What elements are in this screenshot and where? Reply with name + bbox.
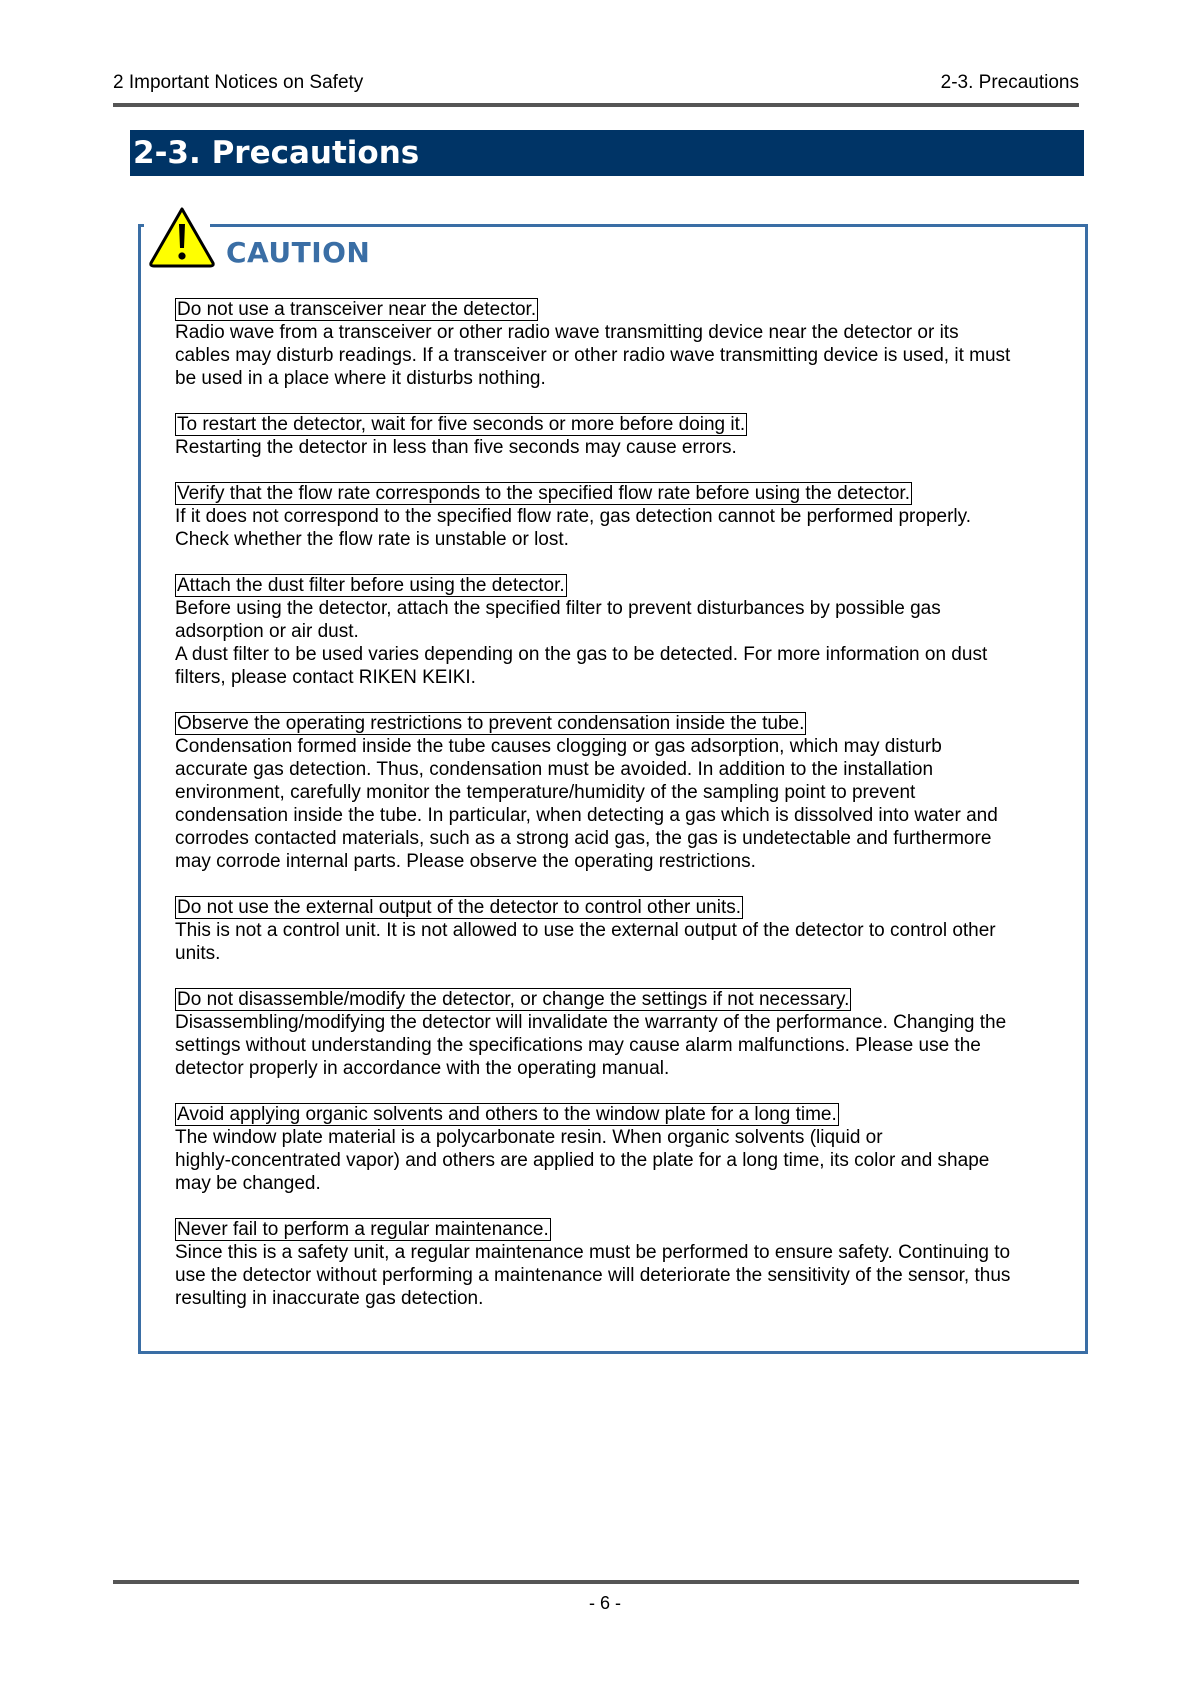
page-number: - 6 -: [588, 1593, 621, 1613]
precaution-text-line: The window plate material is a polycarbonate resin. When organic solvents (liquid or: [175, 1127, 883, 1148]
precaution-item: [175, 1103, 1065, 1195]
precaution-text-line: Radio wave from a transceiver or other radio wave transmitting device near the detector or its: [175, 322, 959, 343]
precaution-item: [175, 988, 1065, 1080]
running-header: [113, 72, 1079, 94]
precaution-text-line: settings without understanding the specifications may cause alarm malfunctions. Please use the: [175, 1035, 981, 1056]
warning-exclamation-dot: [178, 252, 185, 259]
precaution-item: [175, 298, 1065, 390]
precaution-item: [175, 413, 1065, 459]
precaution-heading: Do not disassemble/modify the detector, or change the settings if not necessary.: [177, 989, 850, 1010]
precaution-heading: Attach the dust filter before using the detector.: [177, 575, 565, 596]
precaution-item: [175, 1218, 1065, 1310]
precaution-item: [175, 574, 1065, 689]
precaution-heading: To restart the detector, wait for five seconds or more before doing it.: [177, 414, 746, 435]
precaution-heading: Do not use the external output of the detector to control other units.: [177, 897, 742, 918]
precaution-text-line: A dust filter to be used varies depending on the gas to be detected. For more information on dust: [175, 644, 988, 665]
precaution-item: [175, 896, 1065, 965]
precaution-text-line: filters, please contact RIKEN KEIKI.: [175, 667, 476, 688]
precaution-item: [175, 712, 1065, 873]
precaution-text-line: Check whether the flow rate is unstable or lost.: [175, 529, 569, 550]
header-section-title: 2-3. Precautions: [940, 72, 1079, 93]
precaution-text-line: may corrode internal parts. Please observe the operating restrictions.: [175, 851, 756, 872]
precaution-text-line: Restarting the detector in less than five seconds may cause errors.: [175, 437, 737, 458]
precaution-item: [175, 482, 1065, 551]
warning-triangle-icon: [148, 206, 216, 268]
precaution-text-line: highly-concentrated vapor) and others are applied to the plate for a long time, its color and shape: [175, 1150, 990, 1171]
precaution-text-line: use the detector without performing a maintenance will deteriorate the sensitivity of the sensor, thus: [175, 1265, 1011, 1286]
precaution-text-line: resulting in inaccurate gas detection.: [175, 1288, 484, 1309]
footer-rule: [113, 1580, 1079, 1584]
precaution-text-line: corrodes contacted materials, such as a strong acid gas, the gas is undetectable and furthermore: [175, 828, 992, 849]
precaution-text-line: Since this is a safety unit, a regular maintenance must be performed to ensure safety. Continuing to: [175, 1242, 1011, 1263]
precaution-text-line: accurate gas detection. Thus, condensation must be avoided. In addition to the installation: [175, 759, 934, 780]
caution-label: CAUTION: [226, 236, 371, 269]
precaution-heading: Observe the operating restrictions to prevent condensation inside the tube.: [177, 713, 805, 734]
precaution-text-line: Before using the detector, attach the specified filter to prevent disturbances by possible gas: [175, 598, 941, 619]
precaution-text-line: Disassembling/modifying the detector will invalidate the warranty of the performance. Changing the: [175, 1012, 1007, 1033]
header-chapter-title: 2 Important Notices on Safety: [113, 72, 364, 93]
precaution-text-line: environment, carefully monitor the temperature/humidity of the sampling point to prevent: [175, 782, 916, 803]
precaution-list: [175, 298, 1065, 1333]
precaution-text-line: condensation inside the tube. In particular, when detecting a gas which is dissolved into water and: [175, 805, 998, 826]
precaution-heading: Never fail to perform a regular maintenance.: [177, 1219, 549, 1240]
precaution-text-line: If it does not correspond to the specified flow rate, gas detection cannot be performed properly.: [175, 506, 971, 527]
precaution-text-line: cables may disturb readings. If a transceiver or other radio wave transmitting device is used, it must: [175, 345, 1011, 366]
precaution-heading: Verify that the flow rate corresponds to the specified flow rate before using the detector.: [177, 483, 910, 504]
precaution-text-line: units.: [175, 943, 221, 964]
precaution-heading: Avoid applying organic solvents and others to the window plate for a long time.: [177, 1104, 837, 1125]
precaution-text-line: detector properly in accordance with the operating manual.: [175, 1058, 670, 1079]
section-title: 2-3. Precautions: [130, 130, 1084, 176]
precaution-text-line: may be changed.: [175, 1173, 321, 1194]
precaution-text-line: This is not a control unit. It is not allowed to use the external output of the detector to control other: [175, 920, 996, 941]
precaution-text-line: be used in a place where it disturbs nothing.: [175, 368, 546, 389]
header-rule: [113, 103, 1079, 107]
precaution-heading: Do not use a transceiver near the detector.: [177, 299, 537, 320]
warning-exclamation-bar: [179, 224, 185, 248]
precaution-text-line: Condensation formed inside the tube causes clogging or gas adsorption, which may disturb: [175, 736, 942, 757]
precaution-text-line: adsorption or air dust.: [175, 621, 359, 642]
